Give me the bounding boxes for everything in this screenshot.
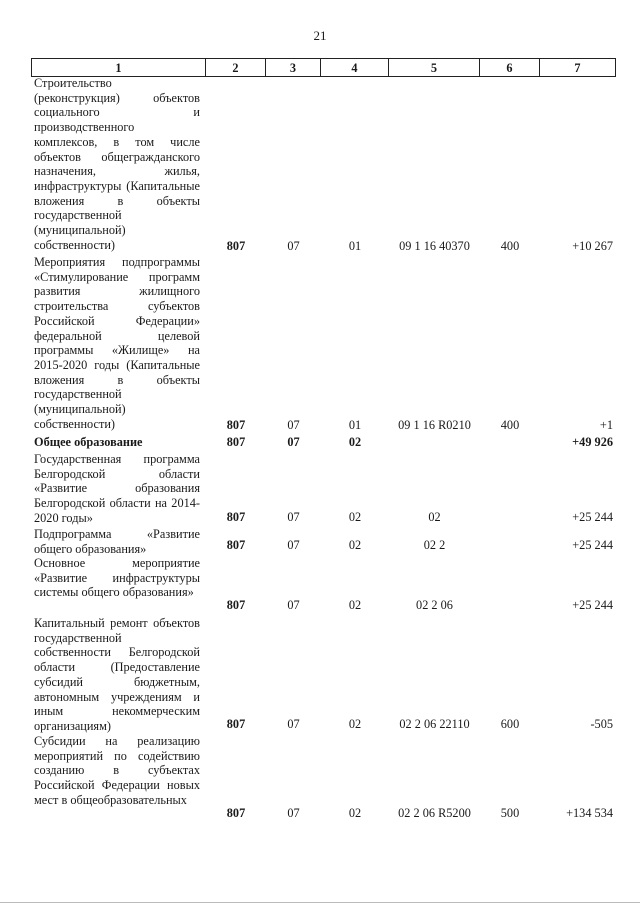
section-code: 07 [287, 510, 300, 524]
subsection-code: 02 [348, 806, 362, 820]
section-code: 07 [287, 435, 300, 449]
section-code: 07 [287, 806, 300, 820]
target-code: 09 1 16 R0210 [398, 418, 471, 432]
admin-code: 807 [226, 598, 246, 612]
section-code: 07 [287, 717, 300, 731]
table-row [0, 598, 640, 613]
table-row [0, 510, 640, 525]
admin-code: 807 [226, 435, 246, 449]
header-col-1: 1 [32, 59, 206, 77]
section-code: 07 [287, 418, 300, 432]
amount: +25 244 [572, 510, 613, 524]
table-row [0, 806, 640, 821]
expense-type-code: 500 [500, 806, 520, 820]
admin-code: 807 [226, 510, 246, 524]
subsection-code: 02 [348, 510, 362, 524]
amount: +25 244 [572, 598, 613, 612]
amount: -505 [590, 717, 613, 731]
section-code: 07 [287, 239, 300, 253]
admin-code: 807 [226, 239, 246, 253]
table-row [0, 418, 640, 433]
section-code: 07 [287, 538, 300, 552]
subsection-code: 01 [348, 418, 362, 432]
expense-type-code: 600 [500, 717, 520, 731]
row-description: Мероприятия подпрограммы «Стимулирование программ развития жилищного строительства субъектов Российской Федерации» федеральной целевой программы «Жилище» на 2015-2020 годы (Капитальные вложения в объекты государственной (муниципальной) собственности) [34, 255, 200, 431]
row-description: Общее образование [34, 435, 143, 449]
table-row [0, 435, 640, 450]
header-col-7: 7 [540, 59, 616, 77]
row-description: Основное мероприятие «Развитие инфраструктуры системы общего образования» [34, 556, 200, 600]
target-code: 02 [428, 510, 441, 524]
subsection-code: 02 [348, 598, 362, 612]
admin-code: 807 [226, 538, 246, 552]
amount: +49 926 [572, 435, 613, 449]
header-col-5: 5 [389, 59, 480, 77]
page-bottom-edge [0, 902, 640, 903]
header-col-3: 3 [266, 59, 321, 77]
admin-code: 807 [226, 806, 246, 820]
subsection-code: 02 [348, 717, 362, 731]
row-description: Субсидии на реализацию мероприятий по содействию созданию в субъектах Российской Федерации новых мест в общеобразовательных [34, 734, 200, 807]
expense-type-code: 400 [500, 418, 520, 432]
page-number: 21 [313, 28, 327, 43]
row-description: Строительство (реконструкция) объектов социального и производственного комплексов, в том числе объектов общегражданского назначения, жилья, инфраструктуры (Капитальные вложения в объекты государственной (муниципальной) собственности) [34, 76, 200, 252]
table-row [0, 239, 640, 254]
table-row [0, 538, 640, 553]
section-code: 07 [287, 598, 300, 612]
amount: +134 534 [566, 806, 613, 820]
admin-code: 807 [226, 418, 246, 432]
header-col-2: 2 [206, 59, 266, 77]
subsection-code: 02 [348, 538, 362, 552]
header-col-6: 6 [480, 59, 540, 77]
row-description: Государственная программа Белгородской области «Развитие образования Белгородской области на 2014-2020 годы» [34, 452, 200, 525]
target-code: 09 1 16 40370 [399, 239, 470, 253]
amount: +1 [599, 418, 613, 432]
target-code: 02 2 06 R5200 [398, 806, 471, 820]
header-col-4: 4 [321, 59, 389, 77]
target-code: 02 2 06 22110 [399, 717, 470, 731]
subsection-code: 02 [348, 435, 362, 449]
target-code: 02 2 [423, 538, 446, 552]
amount: +10 267 [572, 239, 613, 253]
subsection-code: 01 [348, 239, 362, 253]
target-code: 02 2 06 [416, 598, 453, 612]
table-row [0, 717, 640, 732]
row-description: Подпрограмма «Развитие общего образования» [34, 527, 200, 556]
admin-code: 807 [226, 717, 246, 731]
expense-type-code: 400 [500, 239, 520, 253]
row-description: Капитальный ремонт объектов государственной собственности Белгородской области (Предоставление субсидий бюджетным, автономным учреждениям и иным некоммерческим организациям) [34, 616, 200, 733]
amount: +25 244 [572, 538, 613, 552]
